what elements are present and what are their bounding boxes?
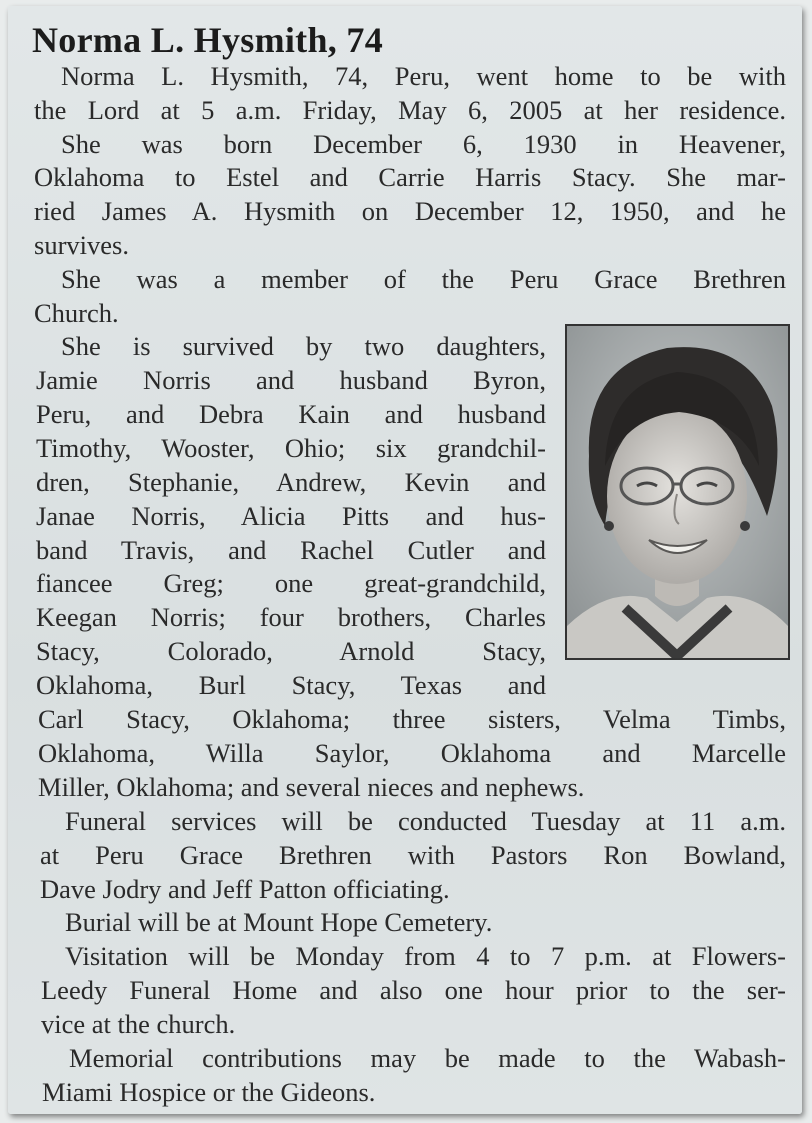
text-line: band Travis, and Rachel Cutler and (36, 535, 546, 565)
text-line: Timothy, Wooster, Ohio; six grandchil- (36, 433, 546, 463)
text-line: Jamie Norris and husband Byron, (36, 365, 546, 395)
text-line: Memorial contributions may be made to the Wabash- (69, 1043, 786, 1073)
text-line: at Peru Grace Brethren with Pastors Ron Bowland, (40, 840, 786, 870)
text-line: She is survived by two daughters, (61, 331, 546, 361)
text-line: the Lord at 5 a.m. Friday, May 6, 2005 at her residence. (34, 95, 786, 125)
text-line: Oklahoma, Willa Saylor, Oklahoma and Marcelle (38, 738, 786, 768)
text-line: Oklahoma to Estel and Carrie Harris Stacy. She mar- (34, 162, 786, 192)
text-line: vice at the church. (41, 1009, 236, 1039)
portrait-photo (565, 324, 790, 660)
text-line: She was a member of the Peru Grace Brethren (61, 264, 786, 294)
text-line: Keegan Norris; four brothers, Charles (36, 602, 546, 632)
text-line: She was born December 6, 1930 in Heavener, (61, 129, 786, 159)
text-line: survives. (34, 230, 129, 260)
text-line: dren, Stephanie, Andrew, Kevin and (36, 467, 546, 497)
obituary-clipping (8, 6, 802, 1114)
text-line: Visitation will be Monday from 4 to 7 p.m. at Flowers- (65, 941, 786, 971)
text-line: Burial will be at Mount Hope Cemetery. (65, 907, 493, 937)
text-line: Leedy Funeral Home and also one hour prior to the ser- (41, 975, 786, 1005)
text-line: Norma L. Hysmith, 74, Peru, went home to be with (61, 61, 786, 91)
portrait-image (567, 326, 788, 658)
text-line: Miami Hospice or the Gideons. (42, 1077, 376, 1107)
text-line: Funeral services will be conducted Tuesday at 11 a.m. (65, 806, 786, 836)
text-line: Miller, Oklahoma; and several nieces and nephews. (38, 772, 585, 802)
text-line: ried James A. Hysmith on December 12, 1950, and he (34, 196, 786, 226)
text-line: Janae Norris, Alicia Pitts and hus- (36, 501, 546, 531)
text-line: Peru, and Debra Kain and husband (36, 399, 546, 429)
text-line: Dave Jodry and Jeff Patton officiating. (40, 874, 450, 904)
text-line: Oklahoma, Burl Stacy, Texas and (36, 670, 546, 700)
text-line: Stacy, Colorado, Arnold Stacy, (36, 636, 546, 666)
text-line: fiancee Greg; one great-grandchild, (36, 568, 546, 598)
text-line: Church. (34, 298, 119, 328)
text-line: Carl Stacy, Oklahoma; three sisters, Velma Timbs, (38, 704, 786, 734)
obituary-headline: Norma L. Hysmith, 74 (32, 20, 383, 60)
